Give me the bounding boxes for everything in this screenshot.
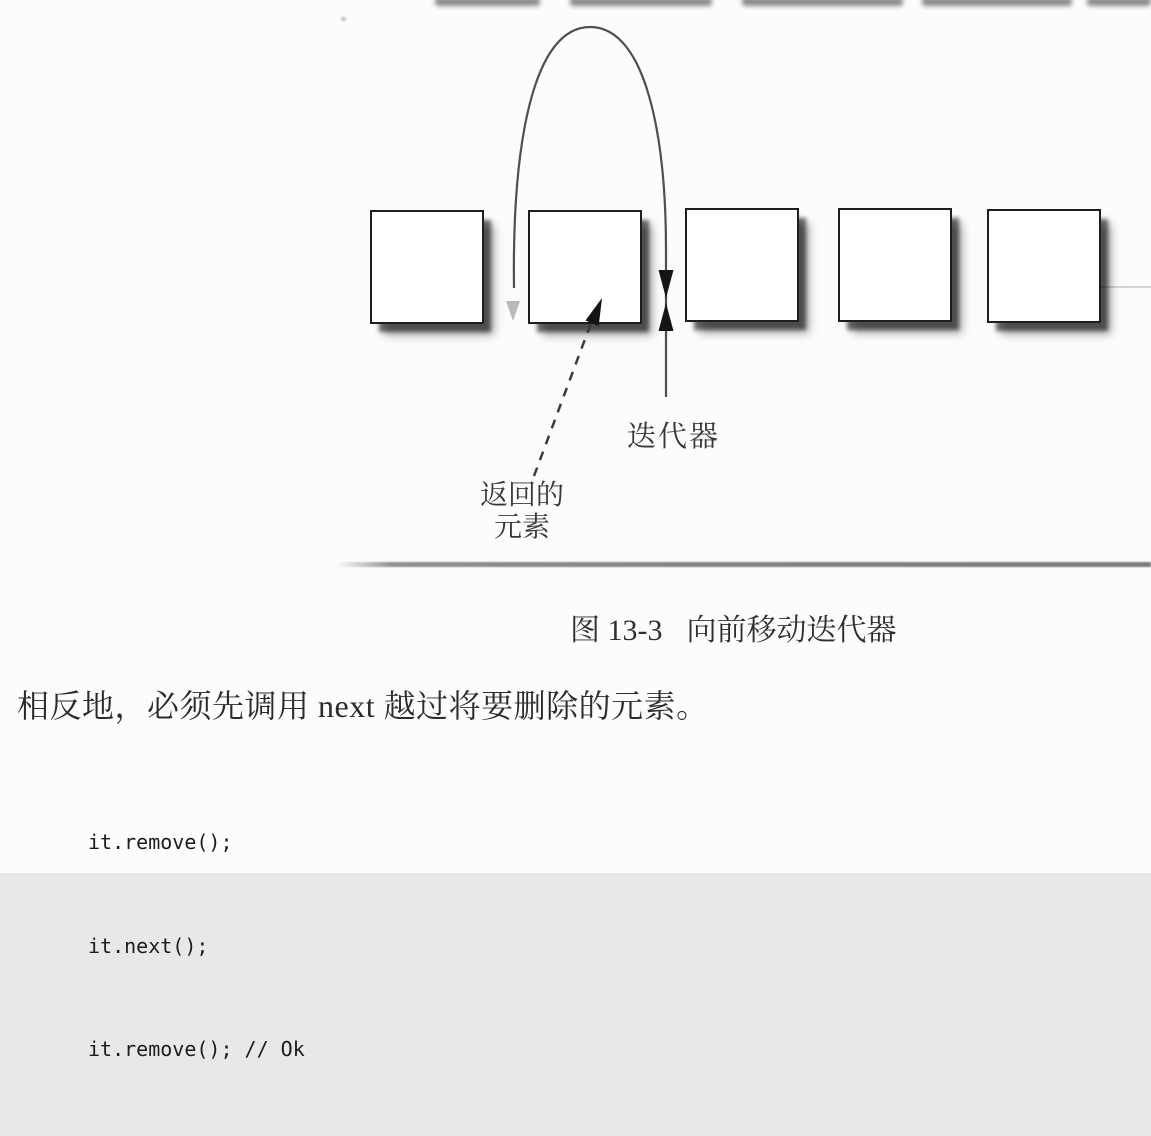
- code-line-1: it.remove();: [88, 830, 233, 854]
- list-element-box-5: [987, 209, 1101, 323]
- figure-caption-number: 图 13-3: [570, 614, 663, 647]
- returned-element-label: [468, 480, 576, 544]
- code-line-2: it.next();: [88, 933, 209, 958]
- iterator-arrowhead-down-icon: [659, 270, 674, 298]
- list-element-box-2: [528, 210, 642, 324]
- list-element-box-3: [685, 208, 799, 322]
- scan-artifact-strip: [742, 0, 903, 6]
- code-listing: [88, 756, 305, 1136]
- body-paragraph: 相反地，必须先调用 next 越过将要删除的元素。: [17, 688, 709, 724]
- iterator-label: 迭代器: [627, 421, 721, 453]
- iterator-arrowhead-up-icon: [659, 303, 674, 331]
- scan-artifact-strip: [570, 0, 712, 6]
- returned-element-label-line1: 返回的: [479, 480, 564, 511]
- figure-bottom-rule: [336, 562, 1151, 567]
- figure-caption-title: 向前移动迭代器: [686, 614, 897, 647]
- code-line-3: it.remove(); // Ok: [88, 1037, 305, 1061]
- scan-artifact-strip: [922, 0, 1072, 6]
- returned-element-arrow: [534, 307, 597, 476]
- list-element-box-1: [370, 210, 484, 324]
- previous-position-arrowhead-icon: [506, 301, 520, 321]
- figure-caption: [570, 605, 897, 649]
- scan-artifact-strip: [435, 0, 540, 6]
- list-element-box-4: [838, 208, 952, 322]
- returned-element-label-line2: 元素: [493, 512, 550, 543]
- scan-guideline-artifact: [1093, 286, 1151, 288]
- scan-artifact-strip: [1087, 0, 1151, 6]
- scan-speck: [341, 17, 346, 21]
